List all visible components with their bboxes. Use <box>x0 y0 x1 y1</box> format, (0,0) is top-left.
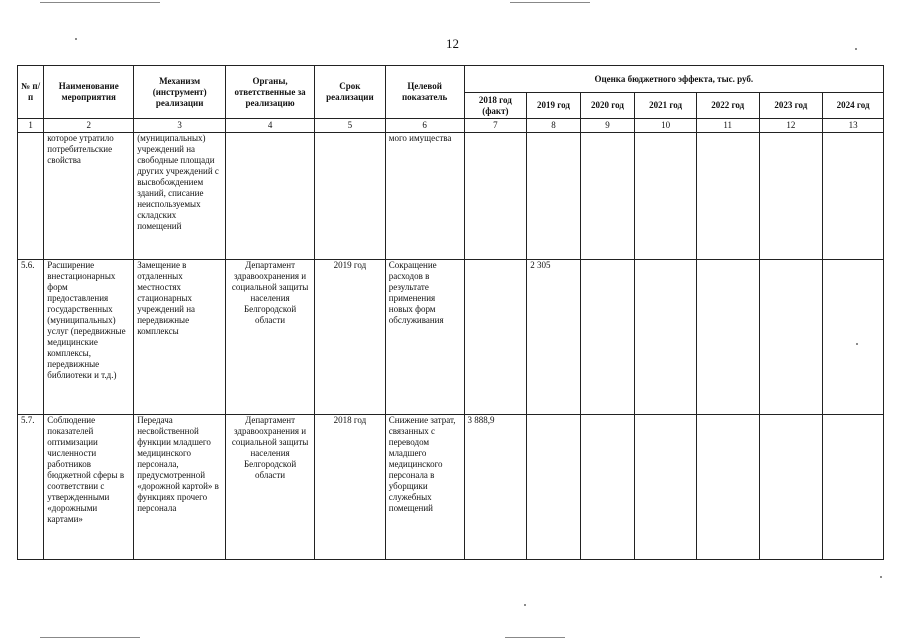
budget-value <box>696 260 759 415</box>
scan-edge-line <box>40 637 140 638</box>
budget-value <box>580 260 635 415</box>
measure-mechanism: Замещение в отдаленных местностях стационарных учреждений на передвижные комплексы <box>134 260 226 415</box>
budget-value <box>823 415 884 560</box>
scan-speck <box>855 48 857 50</box>
col-header-term: Срок реализации <box>315 66 386 119</box>
measures-table <box>17 65 884 560</box>
scan-speck <box>524 604 526 606</box>
budget-value <box>464 260 527 415</box>
measure-name: Расширение внестационарных форм предоставления государственных (муниципальных) услуг (передвижные медицинские комплексы, передвижные библиотеки и т.д.) <box>44 260 134 415</box>
target-indicator: Снижение затрат, связанных с переводом младшего медицинского персонала в уборщики служебных помещений <box>385 415 464 560</box>
scan-speck <box>856 343 858 345</box>
column-number: 12 <box>759 119 823 133</box>
budget-value <box>635 415 697 560</box>
column-number: 9 <box>580 119 635 133</box>
budget-value <box>696 415 759 560</box>
col-header-mechanism: Механизм (инструмент) реализации <box>134 66 226 119</box>
responsible-bodies <box>226 133 315 260</box>
col-header-year: 2023 год <box>759 93 823 119</box>
col-header-year: 2018 год (факт) <box>464 93 527 119</box>
col-header-year: 2019 год <box>527 93 581 119</box>
table-row <box>18 260 884 415</box>
implementation-term: 2018 год <box>315 415 386 560</box>
budget-value <box>527 133 581 260</box>
budget-value <box>527 415 581 560</box>
scan-edge-line <box>40 2 160 3</box>
budget-value <box>464 133 527 260</box>
budget-value <box>635 133 697 260</box>
col-header-bodies: Органы, ответственные за реализацию <box>226 66 315 119</box>
target-indicator: Сокращение расходов в результате применения новых форм обслуживания <box>385 260 464 415</box>
column-number: 10 <box>635 119 697 133</box>
table-row <box>18 415 884 560</box>
budget-value <box>759 260 823 415</box>
budget-value <box>823 133 884 260</box>
budget-value <box>580 133 635 260</box>
target-indicator: мого имущества <box>385 133 464 260</box>
scan-speck <box>880 576 882 578</box>
implementation-term: 2019 год <box>315 260 386 415</box>
column-number: 5 <box>315 119 386 133</box>
implementation-term <box>315 133 386 260</box>
column-number: 3 <box>134 119 226 133</box>
column-number: 1 <box>18 119 44 133</box>
row-number: 5.6. <box>18 260 44 415</box>
budget-value: 2 305 <box>527 260 581 415</box>
budget-value <box>759 133 823 260</box>
column-number: 8 <box>527 119 581 133</box>
table-row <box>18 133 884 260</box>
budget-value <box>580 415 635 560</box>
scan-edge-line <box>505 637 565 638</box>
row-number <box>18 133 44 260</box>
page-number: 12 <box>446 36 459 51</box>
column-number: 2 <box>44 119 134 133</box>
measure-mechanism: (муниципальных) учреждений на свободные площади других учреждений с высвобождением зданий, списание неиспользуемых складских помещений <box>134 133 226 260</box>
row-number: 5.7. <box>18 415 44 560</box>
col-header-year: 2020 год <box>580 93 635 119</box>
budget-value: 3 888,9 <box>464 415 527 560</box>
measure-name: Соблюдение показателей оптимизации численности работников бюджетной сферы в соответствии с утвержденными «дорожными картами» <box>44 415 134 560</box>
budget-value <box>759 415 823 560</box>
budget-value <box>823 260 884 415</box>
budget-value <box>635 260 697 415</box>
responsible-bodies: Департамент здравоохранения и социальной защиты населения Белгородской области <box>226 260 315 415</box>
col-header-name: Наименование мероприятия <box>44 66 134 119</box>
col-header-year: 2022 год <box>696 93 759 119</box>
col-header-number: № п/п <box>18 66 44 119</box>
scan-edge-line <box>510 2 590 3</box>
scan-speck <box>75 38 77 40</box>
col-header-year: 2021 год <box>635 93 697 119</box>
col-header-target: Целевой показатель <box>385 66 464 119</box>
measure-name: которое утратило потребительские свойства <box>44 133 134 260</box>
col-header-budget-effect: Оценка бюджетного эффекта, тыс. руб. <box>464 66 883 93</box>
measure-mechanism: Передача несвойственной функции младшего медицинского персонала, предусмотренной «дорожной картой» в функциях прочего персонала <box>134 415 226 560</box>
column-number: 13 <box>823 119 884 133</box>
responsible-bodies: Департамент здравоохранения и социальной защиты населения Белгородской области <box>226 415 315 560</box>
column-number: 6 <box>385 119 464 133</box>
col-header-year: 2024 год <box>823 93 884 119</box>
column-number: 11 <box>696 119 759 133</box>
column-number: 4 <box>226 119 315 133</box>
budget-value <box>696 133 759 260</box>
column-number: 7 <box>464 119 527 133</box>
